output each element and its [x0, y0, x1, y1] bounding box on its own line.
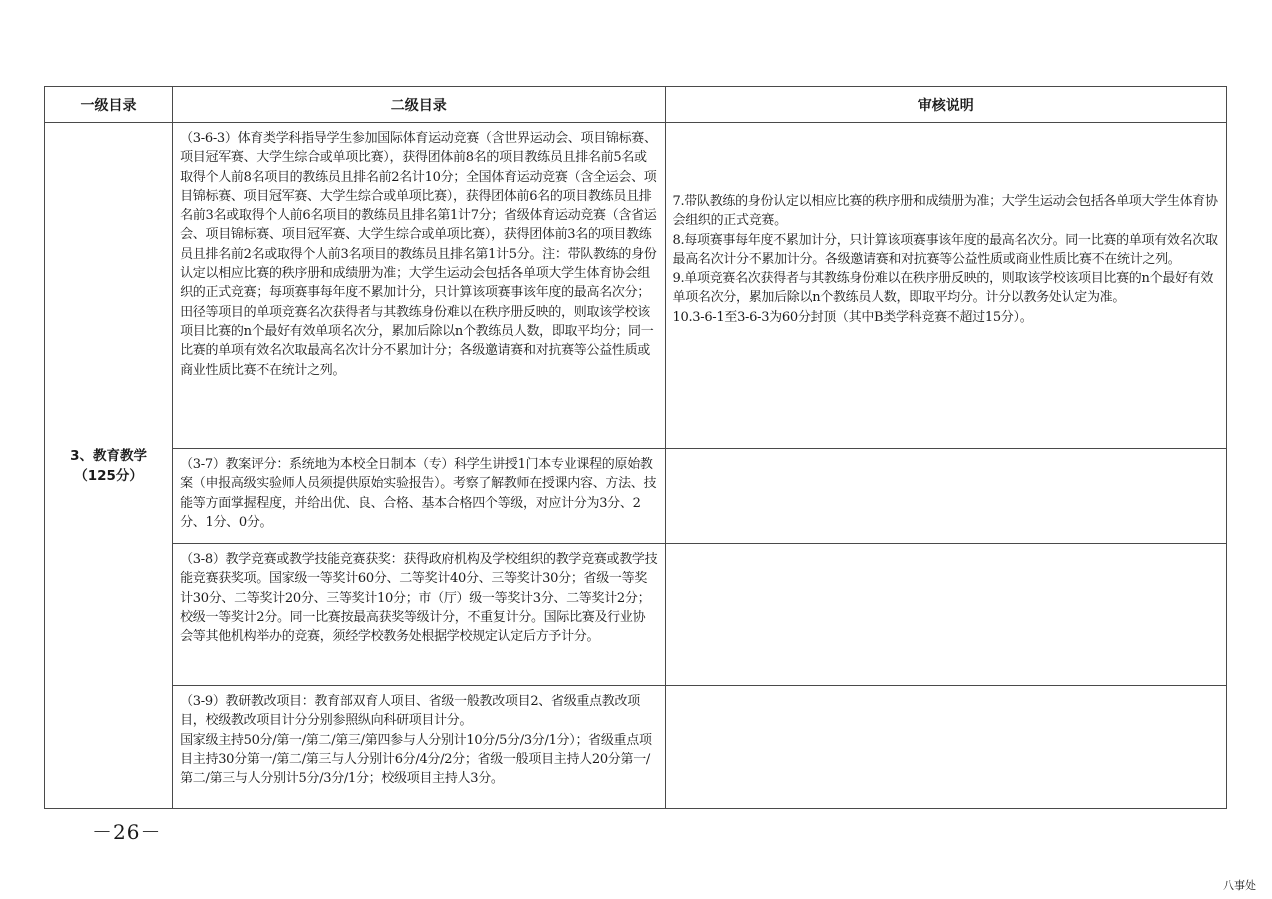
- note-8: 8.每项赛事每年度不累加计分，只计算该项赛事该年度的最高名次分。同一比赛的单项有效名次取最高名次计分不累加计分。各级邀请赛和对抗赛等公益性质或商业性质比赛不在统计之列。: [672, 232, 1218, 267]
- level1-category-cell: [45, 123, 173, 809]
- note-10: 10.3-6-1至3-6-3为60分封顶（其中B类学科竞赛不超过15分）。: [672, 309, 1033, 325]
- header-level1: 一级目录: [45, 87, 173, 123]
- review-notes-empty: [665, 449, 1227, 544]
- secondary-item-3-8: （3-8）教学竞赛或教学技能竞赛获奖：获得政府机构及学校组织的教学竞赛或教学技能竞赛获奖项。国家级一等奖计60分、二等奖计40分、三等奖计30分；省级一等奖计30分、二等奖计20分、三等奖计10分；市（厅）级一等奖计3分、二等奖计2分；校级一等奖计2分。同一比赛按最高获奖等级计分，不重复计分。国际比赛及行业协会等其他机构举办的竞赛，须经学校教务处根据学校规定认定后方予计分。: [173, 544, 665, 686]
- level1-category-score: （125分）: [74, 467, 143, 484]
- level1-category-name: 3、教育教学: [70, 447, 147, 464]
- secondary-item-3-7: （3-7）教案评分：系统地为本校全日制本（专）科学生讲授1门本专业课程的原始教案（申报高级实验师人员须提供原始实验报告）。考察了解教师在授课内容、方法、技能等方面掌握程度，并给出优、良、合格、基本合格四个等级，对应计分为3分、2分、1分、0分。: [173, 449, 665, 544]
- page-number: －26－: [92, 820, 162, 844]
- review-notes-empty: [665, 686, 1227, 809]
- header-review-notes: 审核说明: [665, 87, 1227, 123]
- table-header-row: [45, 87, 1227, 123]
- secondary-item-3-9: [173, 686, 665, 809]
- review-notes-empty: [665, 544, 1227, 686]
- note-7: 7.带队教练的身份认定以相应比赛的秩序册和成绩册为准；大学生运动会包括各单项大学生体育协会组织的正式竞赛。: [672, 194, 1218, 229]
- corner-watermark-text: 八事处: [1223, 879, 1256, 892]
- table-row: [45, 123, 1227, 449]
- header-level2: 二级目录: [173, 87, 665, 123]
- table-row: [45, 686, 1227, 809]
- secondary-item-3-6-3: （3-6-3）体育类学科指导学生参加国际体育运动竞赛（含世界运动会、项目锦标赛、项目冠军赛、大学生综合或单项比赛），获得团体前8名的项目教练员且排名前5名或取得个人前8名项目的教练员且排名前2名计10分；全国体育运动竞赛（含全运会、项目锦标赛、项目冠军赛、大学生综合或单项比赛），获得团体前6名的项目教练员且排名前3名或取得个人前6名项目的教练员且排名第1计7分；省级体育运动竞赛（含省运会、项目锦标赛、项目冠军赛、大学生综合或单项比赛），获得团体前3名的项目教练员且排名前2名或取得个人前3名项目的教练员且排名第1计5分。注：带队教练的身份认定以相应比赛的秩序册和成绩册为准；大学生运动会包括各单项大学生体育协会组织的正式竞赛；每项赛事每年度不累加计分，只计算该项赛事该年度的最高名次分；田径等项目的单项竞赛名次获得者与其教练身份难以在秩序册反映的，则取该学校该项目比赛的n个最好有效单项名次分，累加后除以n个教练员人数，即取平均分；同一比赛的单项有效名次取最高名次计分不累加计分；各级邀请赛和对抗赛等公益性质或商业性质比赛不在统计之列。: [173, 123, 665, 449]
- review-criteria-table: [44, 86, 1227, 809]
- note-9: 9.单项竞赛名次获得者与其教练身份难以在秩序册反映的，则取该学校该项目比赛的n个最好有效单项名次分，累加后除以n个教练员人数，即取平均分。计分以教务处认定为准。: [672, 271, 1214, 306]
- item-3-9-text: （3-9）教研教改项目：教育部双育人项目、省级一般教改项目2、省级重点教改项目，校级教改项目计分分别参照纵向科研项目计分。: [180, 694, 640, 729]
- table-row: [45, 544, 1227, 686]
- table-row: [45, 449, 1227, 544]
- item-3-9-scores: 国家级主持50分/第一/第二/第三/第四参与人分别计10分/5分/3分/1分）；省级重点项目主持30分第一/第二/第三与人分别计6分/4分/2分；省级一般项目主持人20分第一/第二/第三与人分别计5分/3分/1分；校级项目主持人3分。: [180, 732, 652, 787]
- review-notes-cell: [665, 123, 1227, 449]
